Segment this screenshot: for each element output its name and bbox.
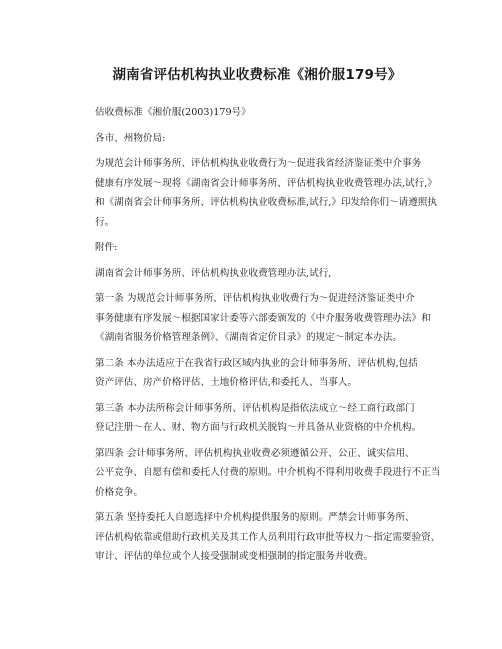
paragraph-line: 行。 — [95, 216, 115, 228]
paragraph-line: 湖南省会计师事务所、评估机构执业收费管理办法,试行, — [95, 267, 332, 279]
paragraph-line: 第五条 坚持委托人自愿选择中介机构提供服务的原则。严禁会计师事务所、 — [95, 512, 415, 523]
paragraph — [76, 444, 444, 503]
paragraph-line: 估收费标准《湘价服(2003)179号》 — [95, 107, 251, 118]
paragraph-line: 事务健康有序发展～根据国家计委等六部委颁发的《中介服务收费管理办法》和 — [95, 312, 431, 324]
paragraph — [76, 354, 444, 393]
paragraph — [76, 129, 444, 149]
paragraph-line: 评估机构依靠或借助行政机关及其工作人员利用行政审批等权力～指定需要验资、 — [95, 531, 441, 543]
document-body — [76, 103, 444, 567]
paragraph — [76, 264, 444, 284]
document-title: 湖南省评估机构执业收费标准《湘价服179号》 — [112, 67, 402, 83]
paragraph-line: 第四条 会计师事务所、评估机构执业收费必须遵循公开、公正、诚实信用、 — [95, 447, 415, 459]
paragraph — [76, 103, 444, 123]
paragraph-line: 为规范会计师事务所、评估机构执业收费行为～促进我省经济鉴证类中介事务 — [95, 158, 422, 169]
paragraph-line: 审计、评估的单位或个人接受强制或变相强制的指定服务并收费。 — [95, 551, 374, 562]
paragraph-line: 公平竞争、自愿有偿和委托人付费的原则。中介机构不得利用收费手段进行不正当 — [95, 467, 441, 478]
paragraph — [76, 289, 444, 348]
paragraph-line: 第一条 为规范会计师事务所、评估机构执业收费行为～促进经济鉴证类中介 — [95, 293, 415, 304]
paragraph-line: 第三条 本办法所称会计师事务所、评估机构是指依法成立～经工商行政部门 — [95, 402, 415, 414]
paragraph-line: 和《湖南省会计师事务所、评估机构执业收费标准,试行,》印发给你们～请遵照执 — [95, 197, 437, 208]
paragraph-line: 登记注册～在人、财、物方面与行政机关脱钩～并具备从业资格的中介机构。 — [95, 422, 422, 433]
paragraph — [76, 238, 444, 258]
paragraph-line: 价格竞争。 — [95, 486, 143, 498]
paragraph-line: 各市、州物价局: — [95, 132, 166, 144]
paragraph-line: 《湖南省服务价格管理条例》、《湖南省定价目录》的规定～制定本办法。 — [95, 332, 402, 343]
paragraph — [76, 399, 444, 438]
paragraph-line: 附件: — [95, 242, 118, 253]
paragraph-line: 健康有序发展～现将《湖南省会计师事务所、评估机构执业收费管理办法,试行,》 — [95, 177, 437, 189]
paragraph-line: 第二条 本办法适应于在我省行政区域内执业的会计师事务所、评估机构,包括 — [95, 357, 418, 369]
paragraph-line: 资产评估、房产价格评估、土地价格评估,和委托人、当事人。 — [95, 377, 358, 388]
paragraph — [76, 508, 444, 567]
paragraph — [76, 154, 444, 232]
